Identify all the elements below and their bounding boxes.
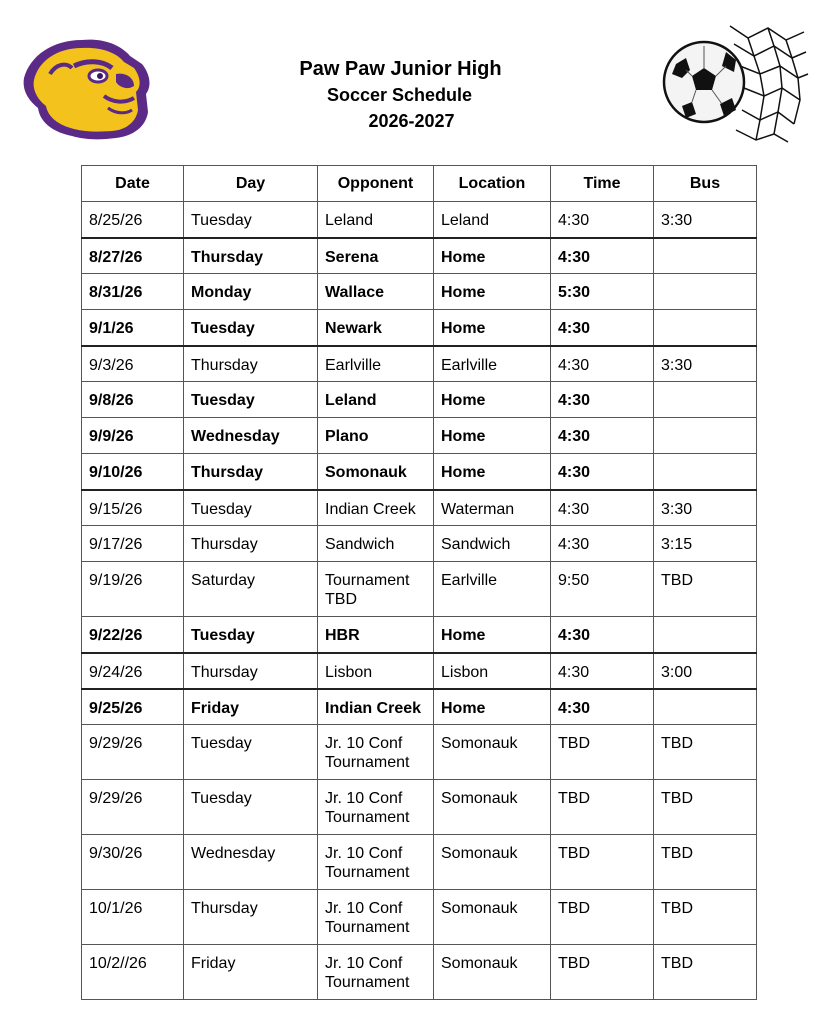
- cell-bus: 3:30: [654, 490, 757, 526]
- cell-opponent: Sandwich: [318, 526, 434, 562]
- cell-bus: TBD: [654, 562, 757, 617]
- cell-date: 9/8/26: [82, 382, 184, 418]
- cell-day: Tuesday: [184, 780, 318, 835]
- cell-opponent: Leland: [318, 202, 434, 238]
- cell-date: 9/25/26: [82, 689, 184, 725]
- page-header: [0, 56, 813, 134]
- cell-time: TBD: [551, 725, 654, 780]
- cell-bus: 3:30: [654, 202, 757, 238]
- cell-location: Waterman: [434, 490, 551, 526]
- cell-bus: 3:15: [654, 526, 757, 562]
- cell-time: 4:30: [551, 617, 654, 653]
- cell-date: 8/25/26: [82, 202, 184, 238]
- cell-date: 9/9/26: [82, 418, 184, 454]
- cell-bus: [654, 382, 757, 418]
- table-row: [82, 418, 757, 454]
- cell-opponent: Wallace: [318, 274, 434, 310]
- cell-bus: [654, 689, 757, 725]
- cell-location: Leland: [434, 202, 551, 238]
- table-row: [82, 454, 757, 490]
- cell-date: 9/24/26: [82, 653, 184, 689]
- cell-bus: TBD: [654, 725, 757, 780]
- cell-location: Home: [434, 382, 551, 418]
- cell-opponent: Indian Creek: [318, 689, 434, 725]
- soccer-schedule-table: [81, 165, 757, 1000]
- cell-day: Thursday: [184, 346, 318, 382]
- table-row: [82, 274, 757, 310]
- cell-bus: [654, 238, 757, 274]
- cell-opponent: Tournament TBD: [318, 562, 434, 617]
- cell-day: Thursday: [184, 526, 318, 562]
- cell-opponent: Plano: [318, 418, 434, 454]
- schedule-rows: [82, 202, 757, 1000]
- cell-location: Somonauk: [434, 890, 551, 945]
- table-row: [82, 526, 757, 562]
- cell-location: Somonauk: [434, 780, 551, 835]
- table-row: [82, 945, 757, 1000]
- cell-day: Thursday: [184, 238, 318, 274]
- table-row: [82, 689, 757, 725]
- column-header-time: Time: [551, 166, 654, 202]
- cell-bus: TBD: [654, 835, 757, 890]
- cell-opponent: Leland: [318, 382, 434, 418]
- cell-date: 9/1/26: [82, 310, 184, 346]
- cell-opponent: Jr. 10 Conf Tournament: [318, 890, 434, 945]
- cell-time: 4:30: [551, 310, 654, 346]
- cell-bus: TBD: [654, 780, 757, 835]
- table-row: [82, 780, 757, 835]
- cell-time: 4:30: [551, 418, 654, 454]
- cell-bus: 3:00: [654, 653, 757, 689]
- cell-date: 9/29/26: [82, 725, 184, 780]
- cell-location: Home: [434, 274, 551, 310]
- cell-date: 8/31/26: [82, 274, 184, 310]
- cell-day: Thursday: [184, 890, 318, 945]
- cell-time: 5:30: [551, 274, 654, 310]
- cell-date: 9/17/26: [82, 526, 184, 562]
- cell-date: 10/2//26: [82, 945, 184, 1000]
- cell-opponent: Jr. 10 Conf Tournament: [318, 835, 434, 890]
- table-header-row: [82, 166, 757, 202]
- cell-time: 4:30: [551, 490, 654, 526]
- cell-bus: [654, 454, 757, 490]
- cell-location: Home: [434, 418, 551, 454]
- cell-opponent: Somonauk: [318, 454, 434, 490]
- cell-location: Home: [434, 310, 551, 346]
- cell-day: Friday: [184, 945, 318, 1000]
- cell-location: Somonauk: [434, 835, 551, 890]
- cell-bus: TBD: [654, 945, 757, 1000]
- column-header-day: Day: [184, 166, 318, 202]
- cell-day: Tuesday: [184, 382, 318, 418]
- cell-day: Friday: [184, 689, 318, 725]
- cell-time: 4:30: [551, 454, 654, 490]
- cell-day: Tuesday: [184, 310, 318, 346]
- cell-time: TBD: [551, 945, 654, 1000]
- cell-day: Saturday: [184, 562, 318, 617]
- cell-bus: [654, 418, 757, 454]
- table-row: [82, 202, 757, 238]
- cell-date: 9/30/26: [82, 835, 184, 890]
- cell-opponent: Newark: [318, 310, 434, 346]
- cell-opponent: Earlville: [318, 346, 434, 382]
- cell-time: 9:50: [551, 562, 654, 617]
- cell-time: 4:30: [551, 689, 654, 725]
- cell-location: Home: [434, 238, 551, 274]
- cell-date: 8/27/26: [82, 238, 184, 274]
- table-row: [82, 835, 757, 890]
- table-row: [82, 617, 757, 653]
- cell-day: Monday: [184, 274, 318, 310]
- column-header-location: Location: [434, 166, 551, 202]
- cell-day: Tuesday: [184, 202, 318, 238]
- cell-opponent: Indian Creek: [318, 490, 434, 526]
- cell-day: Tuesday: [184, 725, 318, 780]
- season-years: 2026-2027: [368, 111, 455, 131]
- cell-day: Tuesday: [184, 490, 318, 526]
- column-header-date: Date: [82, 166, 184, 202]
- school-name: Paw Paw Junior High: [299, 58, 502, 80]
- cell-date: 9/3/26: [82, 346, 184, 382]
- cell-date: 9/15/26: [82, 490, 184, 526]
- cell-time: 4:30: [551, 202, 654, 238]
- cell-time: 4:30: [551, 526, 654, 562]
- cell-location: Earlville: [434, 346, 551, 382]
- cell-bus: [654, 274, 757, 310]
- cell-time: 4:30: [551, 653, 654, 689]
- cell-location: Earlville: [434, 562, 551, 617]
- cell-time: TBD: [551, 890, 654, 945]
- table-row: [82, 346, 757, 382]
- table-row: [82, 653, 757, 689]
- table-row: [82, 310, 757, 346]
- cell-time: 4:30: [551, 382, 654, 418]
- cell-location: Somonauk: [434, 725, 551, 780]
- cell-opponent: Jr. 10 Conf Tournament: [318, 725, 434, 780]
- cell-date: 9/29/26: [82, 780, 184, 835]
- cell-location: Home: [434, 689, 551, 725]
- cell-bus: 3:30: [654, 346, 757, 382]
- cell-day: Wednesday: [184, 418, 318, 454]
- cell-time: TBD: [551, 780, 654, 835]
- cell-day: Tuesday: [184, 617, 318, 653]
- cell-bus: [654, 617, 757, 653]
- table-row: [82, 382, 757, 418]
- cell-opponent: Jr. 10 Conf Tournament: [318, 780, 434, 835]
- cell-day: Thursday: [184, 454, 318, 490]
- cell-opponent: Lisbon: [318, 653, 434, 689]
- cell-opponent: HBR: [318, 617, 434, 653]
- table-row: [82, 562, 757, 617]
- table-row: [82, 725, 757, 780]
- cell-bus: TBD: [654, 890, 757, 945]
- cell-location: Somonauk: [434, 945, 551, 1000]
- cell-location: Home: [434, 454, 551, 490]
- cell-location: Sandwich: [434, 526, 551, 562]
- cell-date: 9/22/26: [82, 617, 184, 653]
- cell-opponent: Jr. 10 Conf Tournament: [318, 945, 434, 1000]
- cell-time: 4:30: [551, 238, 654, 274]
- cell-location: Home: [434, 617, 551, 653]
- cell-day: Wednesday: [184, 835, 318, 890]
- column-header-opponent: Opponent: [318, 166, 434, 202]
- table-row: [82, 238, 757, 274]
- cell-location: Lisbon: [434, 653, 551, 689]
- cell-opponent: Serena: [318, 238, 434, 274]
- cell-day: Thursday: [184, 653, 318, 689]
- cell-time: 4:30: [551, 346, 654, 382]
- cell-date: 10/1/26: [82, 890, 184, 945]
- cell-date: 9/10/26: [82, 454, 184, 490]
- cell-time: TBD: [551, 835, 654, 890]
- column-header-bus: Bus: [654, 166, 757, 202]
- table-row: [82, 890, 757, 945]
- schedule-title: Soccer Schedule: [326, 85, 473, 105]
- cell-bus: [654, 310, 757, 346]
- cell-date: 9/19/26: [82, 562, 184, 617]
- table-row: [82, 490, 757, 526]
